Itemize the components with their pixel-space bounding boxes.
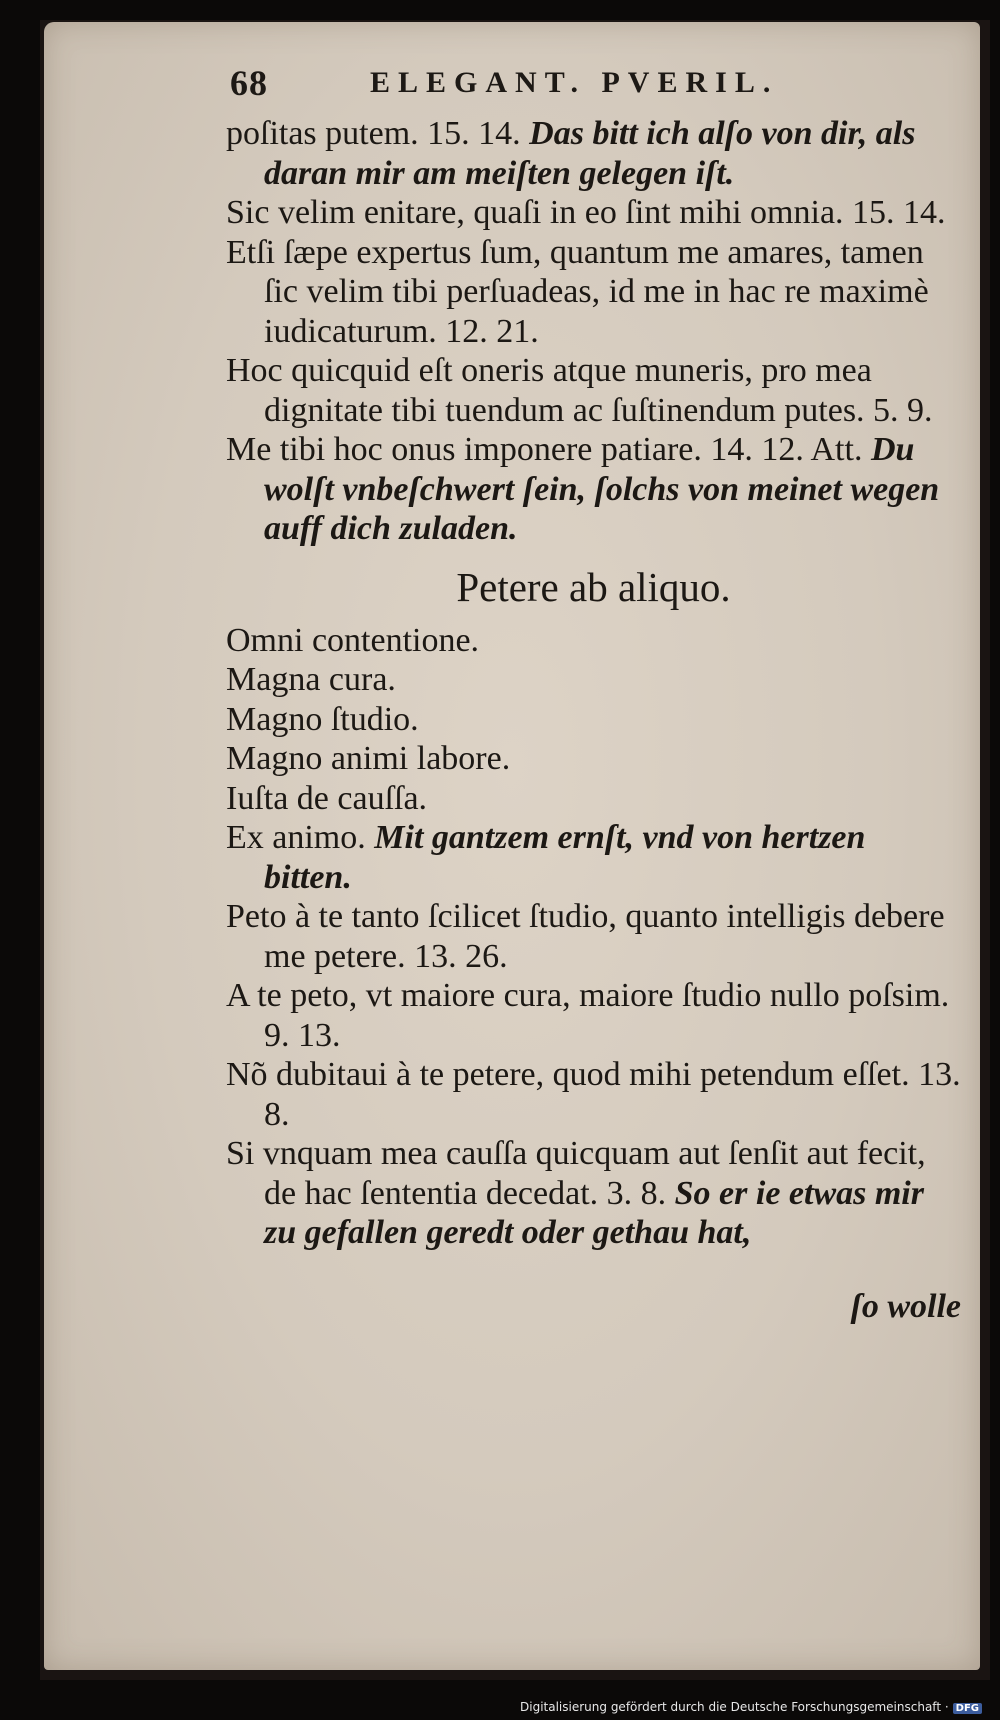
- entry: [226, 114, 961, 193]
- entry-latin: Hoc quicquid eſt oneris atque muneris, pro mea dignitate tibi tuendum ac ſuſtinendum putes. 5. 9.: [226, 352, 933, 429]
- entry: [226, 897, 961, 976]
- entry-latin: Magno ſtudio.: [226, 700, 419, 738]
- entry-latin: Iuſta de cauſſa.: [226, 779, 428, 817]
- entry-german: Das bitt ich alſo von dir, als daran mir am meiſten gelegen iſt.: [264, 115, 916, 192]
- entry: [226, 739, 961, 779]
- page-body: [226, 114, 961, 1360]
- entry-latin: Ex animo.: [226, 819, 366, 856]
- entry: [226, 621, 961, 661]
- page-number: 68: [230, 63, 268, 103]
- entry-latin: Omni contentione.: [226, 621, 480, 659]
- dfg-logo: DFG: [953, 1703, 982, 1714]
- entry: [226, 976, 961, 1055]
- entry-latin: A te peto, vt maiore cura, maiore ſtudio nullo poſsim. 9. 13.: [226, 977, 950, 1054]
- entry: [226, 1134, 961, 1253]
- catchword: ſo wolle: [850, 1287, 961, 1325]
- entry: [226, 1055, 961, 1134]
- entry: [226, 660, 961, 700]
- entry-latin: Si vnquam mea cauſſa quicquam aut ſenſit aut fecit, de hac ſententia decedat. 3. 8.: [226, 1135, 926, 1212]
- entry: [226, 779, 961, 819]
- entry-german: So er ie etwas mir zu gefallen geredt oder gethau hat,: [264, 1174, 924, 1251]
- entry-latin: Me tibi hoc onus imponere patiare. 14. 12. Att.: [226, 431, 863, 468]
- entry-german: Mit gantzem ernſt, vnd von hertzen bitten.: [264, 819, 866, 896]
- entry: [226, 700, 961, 740]
- running-title: ELEGANT. PVERIL.: [370, 66, 779, 99]
- entry-latin: Nõ dubitaui à te petere, quod mihi petendum eſſet. 13. 8.: [226, 1056, 961, 1133]
- entry-german: Du wolſt vnbeſchwert ſein, ſolchs von meinet wegen auff dich zuladen.: [264, 431, 940, 547]
- entry: [226, 233, 961, 352]
- digitization-credit: [520, 1700, 982, 1714]
- entry: [226, 818, 961, 897]
- entry-latin: Sic velim enitare, quaſi in eo ſint mihi omnia. 15. 14.: [226, 194, 946, 231]
- section-heading: Petere ab aliquo.: [456, 563, 731, 610]
- book-page: [44, 22, 980, 1670]
- entry: [226, 351, 961, 430]
- credit-text: Digitalisierung gefördert durch die Deutsche Forschungsgemeinschaft ·: [520, 1700, 949, 1714]
- entry: [226, 430, 961, 549]
- entry: [226, 193, 961, 233]
- entry-latin: Magno animi labore.: [226, 740, 511, 777]
- entry-latin: poſitas putem. 15. 14.: [226, 115, 521, 152]
- entry-latin: Etſi ſæpe expertus ſum, quantum me amares, tamen ſic velim tibi perſuadeas, id me in hac re maximè iudicaturum. 12. 21.: [226, 233, 929, 350]
- entry-latin: Peto à te tanto ſcilicet ſtudio, quanto intelligis debere me petere. 13. 26.: [226, 898, 945, 975]
- entry-latin: Magna cura.: [226, 661, 396, 698]
